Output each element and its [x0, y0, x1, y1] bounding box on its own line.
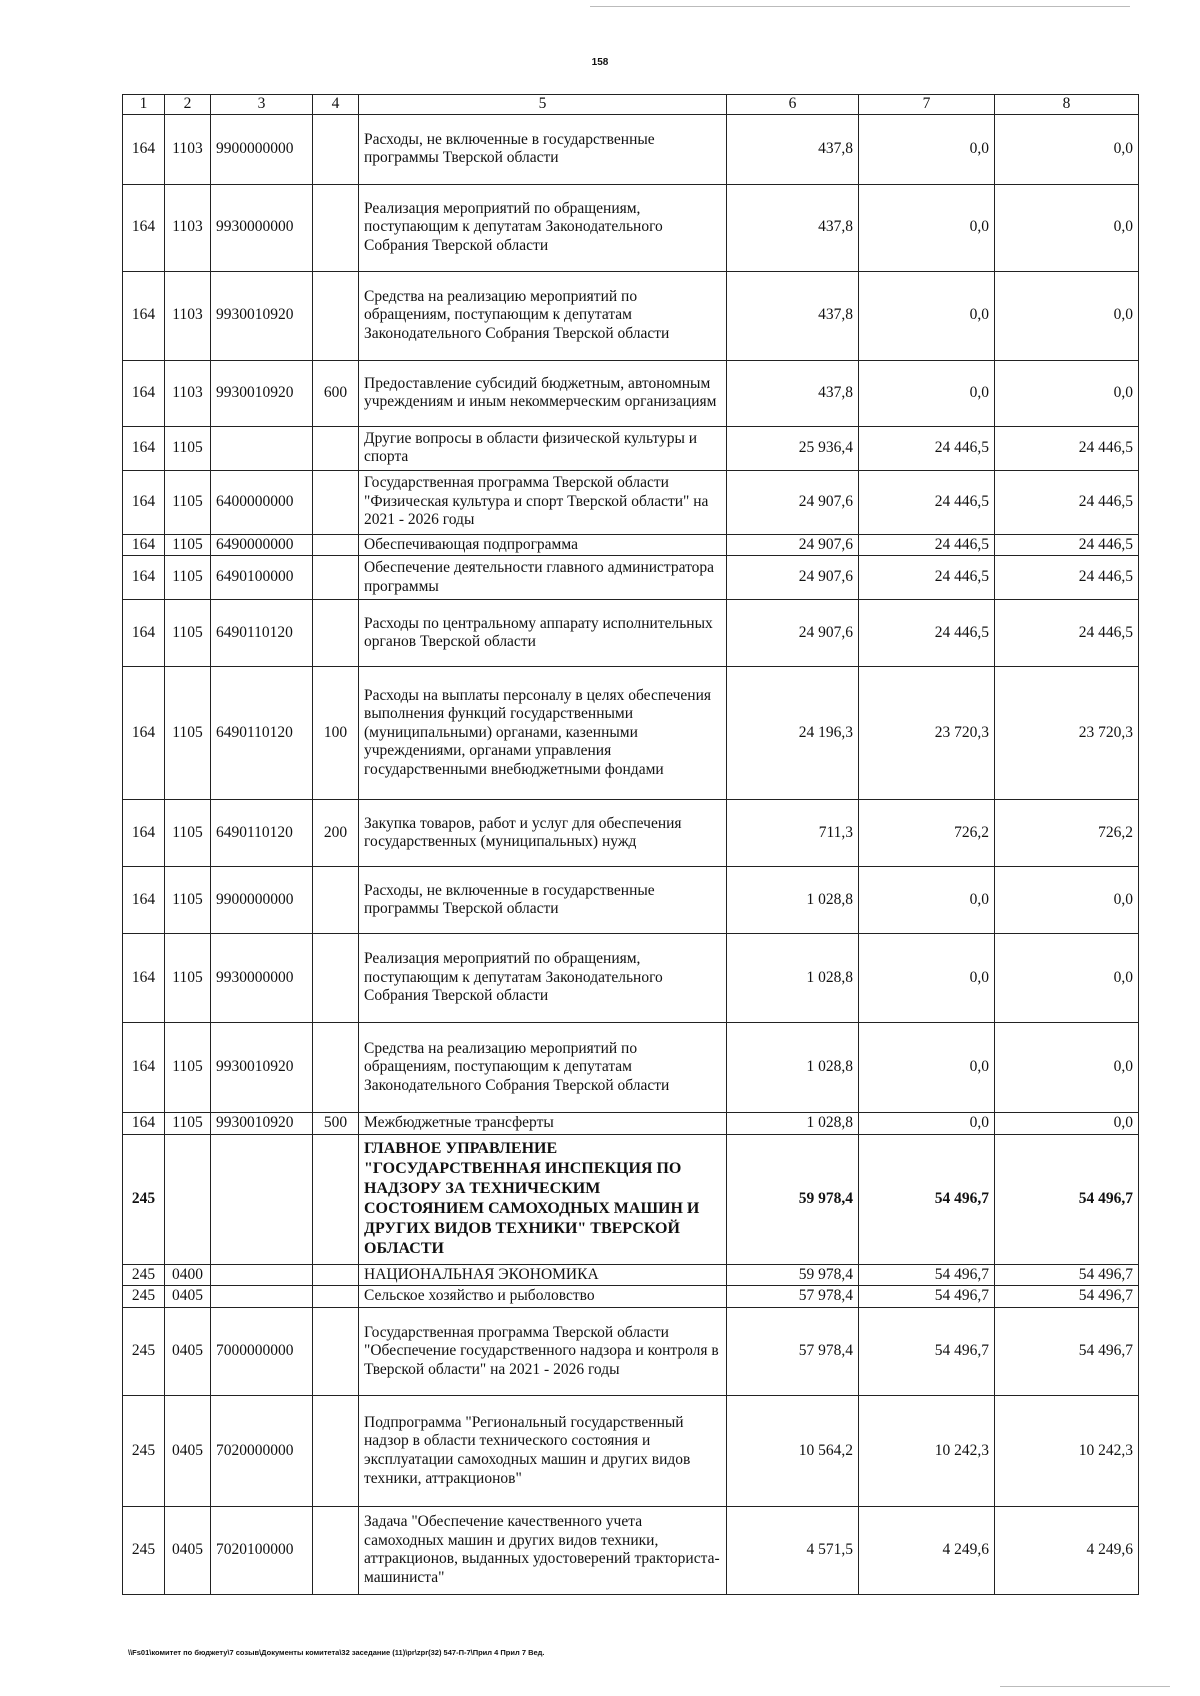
expense-type-cell: 100	[313, 667, 359, 800]
amount-col6-cell: 57 978,4	[727, 1286, 859, 1308]
table-row	[123, 934, 1139, 1023]
expense-type-cell	[313, 470, 359, 534]
amount-col8-cell: 0,0	[995, 114, 1139, 184]
section-code-cell: 1103	[165, 184, 211, 271]
table-row	[123, 1395, 1139, 1506]
section-code-cell: 1105	[165, 867, 211, 934]
table-row	[123, 1264, 1139, 1286]
admin-code-cell: 164	[123, 867, 165, 934]
section-code-cell: 0405	[165, 1506, 211, 1594]
item-name-cell: Расходы, не включенные в государственные программы Тверской области	[359, 867, 727, 934]
amount-col8-cell: 24 446,5	[995, 600, 1139, 667]
header-row	[123, 95, 1139, 115]
table-row	[123, 1307, 1139, 1395]
item-name-cell: Расходы, не включенные в государственные программы Тверской области	[359, 114, 727, 184]
item-name-cell: Подпрограмма "Региональный государственный надзор в области технического состояния и эксплуатации самоходных машин и других видов техники, аттракционов"	[359, 1395, 727, 1506]
column-header: 1	[123, 95, 165, 115]
amount-col8-cell: 0,0	[995, 867, 1139, 934]
amount-col6-cell: 24 907,6	[727, 534, 859, 556]
amount-col7-cell: 24 446,5	[859, 426, 995, 470]
amount-col7-cell: 24 446,5	[859, 534, 995, 556]
amount-col6-cell: 1 028,8	[727, 1113, 859, 1135]
item-name-cell: ГЛАВНОЕ УПРАВЛЕНИЕ "ГОСУДАРСТВЕННАЯ ИНСПЕКЦИЯ ПО НАДЗОРУ ЗА ТЕХНИЧЕСКИМ СОСТОЯНИЕМ САМОХОДНЫХ МАШИН И ДРУГИХ ВИДОВ ТЕХНИКИ" ТВЕРСКОЙ ОБЛАСТИ	[359, 1134, 727, 1264]
amount-col8-cell: 54 496,7	[995, 1264, 1139, 1286]
admin-code-cell: 164	[123, 534, 165, 556]
expense-type-cell	[313, 271, 359, 360]
amount-col6-cell: 437,8	[727, 184, 859, 271]
table-row	[123, 1506, 1139, 1594]
target-article-cell: 9930010920	[211, 271, 313, 360]
item-name-cell: Предоставление субсидий бюджетным, автономным учреждениям и иным некоммерческим организациям	[359, 360, 727, 426]
admin-code-cell: 164	[123, 1113, 165, 1135]
amount-col7-cell: 24 446,5	[859, 470, 995, 534]
item-name-cell: Государственная программа Тверской области "Физическая культура и спорт Тверской области" на 2021 - 2026 годы	[359, 470, 727, 534]
admin-code-cell: 164	[123, 934, 165, 1023]
amount-col6-cell: 437,8	[727, 271, 859, 360]
amount-col6-cell: 10 564,2	[727, 1395, 859, 1506]
amount-col8-cell: 54 496,7	[995, 1134, 1139, 1264]
expense-type-cell: 500	[313, 1113, 359, 1135]
admin-code-cell: 164	[123, 1023, 165, 1113]
section-code-cell: 1105	[165, 556, 211, 600]
amount-col8-cell: 23 720,3	[995, 667, 1139, 800]
amount-col8-cell: 0,0	[995, 1113, 1139, 1135]
expense-type-cell	[313, 1286, 359, 1308]
amount-col6-cell: 1 028,8	[727, 867, 859, 934]
section-code-cell: 1105	[165, 800, 211, 867]
page-number: 158	[591, 57, 609, 68]
section-code-cell	[165, 1134, 211, 1264]
amount-col8-cell: 54 496,7	[995, 1307, 1139, 1395]
column-header: 3	[211, 95, 313, 115]
table-row	[123, 360, 1139, 426]
section-code-cell: 1105	[165, 600, 211, 667]
amount-col7-cell: 0,0	[859, 184, 995, 271]
amount-col7-cell: 54 496,7	[859, 1134, 995, 1264]
budget-table	[122, 94, 1139, 1595]
target-article-cell: 6490100000	[211, 556, 313, 600]
item-name-cell: Обеспечивающая подпрограмма	[359, 534, 727, 556]
amount-col6-cell: 4 571,5	[727, 1506, 859, 1594]
table-row	[123, 426, 1139, 470]
target-article-cell: 9900000000	[211, 114, 313, 184]
amount-col7-cell: 24 446,5	[859, 600, 995, 667]
amount-col8-cell: 0,0	[995, 1023, 1139, 1113]
target-article-cell: 6490110120	[211, 600, 313, 667]
table-row	[123, 600, 1139, 667]
amount-col8-cell: 24 446,5	[995, 470, 1139, 534]
expense-type-cell	[313, 934, 359, 1023]
admin-code-cell: 164	[123, 360, 165, 426]
amount-col7-cell: 23 720,3	[859, 667, 995, 800]
amount-col6-cell: 711,3	[727, 800, 859, 867]
item-name-cell: Обеспечение деятельности главного администратора программы	[359, 556, 727, 600]
amount-col6-cell: 437,8	[727, 360, 859, 426]
column-header: 2	[165, 95, 211, 115]
amount-col7-cell: 0,0	[859, 1023, 995, 1113]
item-name-cell: Сельское хозяйство и рыболовство	[359, 1286, 727, 1308]
section-code-cell: 1103	[165, 114, 211, 184]
expense-type-cell: 600	[313, 360, 359, 426]
section-code-cell: 0405	[165, 1286, 211, 1308]
expense-type-cell	[313, 534, 359, 556]
amount-col6-cell: 59 978,4	[727, 1134, 859, 1264]
target-article-cell: 6400000000	[211, 470, 313, 534]
amount-col8-cell: 54 496,7	[995, 1286, 1139, 1308]
amount-col8-cell: 0,0	[995, 271, 1139, 360]
amount-col7-cell: 10 242,3	[859, 1395, 995, 1506]
admin-code-cell: 164	[123, 470, 165, 534]
table-row	[123, 800, 1139, 867]
admin-code-cell: 164	[123, 271, 165, 360]
item-name-cell: Задача "Обеспечение качественного учета самоходных машин и других видов техники, аттракционов, выданных удостоверений тракториста-машиниста"	[359, 1506, 727, 1594]
section-code-cell: 0400	[165, 1264, 211, 1286]
table-row	[123, 867, 1139, 934]
admin-code-cell: 164	[123, 114, 165, 184]
expense-type-cell	[313, 1395, 359, 1506]
item-name-cell: Реализация мероприятий по обращениям, поступающим к депутатам Законодательного Собрания Тверской области	[359, 184, 727, 271]
amount-col8-cell: 4 249,6	[995, 1506, 1139, 1594]
amount-col8-cell: 24 446,5	[995, 556, 1139, 600]
expense-type-cell	[313, 1264, 359, 1286]
table-row	[123, 470, 1139, 534]
item-name-cell: Средства на реализацию мероприятий по обращениям, поступающим к депутатам Законодательного Собрания Тверской области	[359, 271, 727, 360]
amount-col6-cell: 24 907,6	[727, 470, 859, 534]
amount-col6-cell: 1 028,8	[727, 1023, 859, 1113]
admin-code-cell: 164	[123, 800, 165, 867]
target-article-cell	[211, 1286, 313, 1308]
target-article-cell: 9930000000	[211, 934, 313, 1023]
amount-col6-cell: 25 936,4	[727, 426, 859, 470]
expense-type-cell	[313, 1134, 359, 1264]
item-name-cell: Межбюджетные трансферты	[359, 1113, 727, 1135]
admin-code-cell: 245	[123, 1264, 165, 1286]
target-article-cell: 9930010920	[211, 1113, 313, 1135]
section-code-cell: 0405	[165, 1395, 211, 1506]
amount-col7-cell: 0,0	[859, 1113, 995, 1135]
amount-col6-cell: 1 028,8	[727, 934, 859, 1023]
expense-type-cell	[313, 114, 359, 184]
target-article-cell	[211, 1134, 313, 1264]
target-article-cell: 7000000000	[211, 1307, 313, 1395]
amount-col8-cell: 726,2	[995, 800, 1139, 867]
expense-type-cell	[313, 600, 359, 667]
expense-type-cell	[313, 426, 359, 470]
expense-type-cell	[313, 184, 359, 271]
item-name-cell: Закупка товаров, работ и услуг для обеспечения государственных (муниципальных) нужд	[359, 800, 727, 867]
section-code-cell: 0405	[165, 1307, 211, 1395]
section-code-cell: 1105	[165, 534, 211, 556]
admin-code-cell: 245	[123, 1134, 165, 1264]
admin-code-cell: 164	[123, 426, 165, 470]
expense-type-cell	[313, 867, 359, 934]
table-row	[123, 1134, 1139, 1264]
table-row	[123, 1023, 1139, 1113]
amount-col7-cell: 0,0	[859, 867, 995, 934]
item-name-cell: Расходы на выплаты персоналу в целях обеспечения выполнения функций государственными (муниципальными) органами, казенными учреждениями, органами управления государственными внебюджетными фондами	[359, 667, 727, 800]
target-article-cell: 9930010920	[211, 1023, 313, 1113]
column-header: 8	[995, 95, 1139, 115]
amount-col7-cell: 4 249,6	[859, 1506, 995, 1594]
item-name-cell: Расходы по центральному аппарату исполнительных органов Тверской области	[359, 600, 727, 667]
table-row	[123, 534, 1139, 556]
amount-col7-cell: 0,0	[859, 934, 995, 1023]
target-article-cell: 9900000000	[211, 867, 313, 934]
table-row	[123, 667, 1139, 800]
column-header: 5	[359, 95, 727, 115]
expense-type-cell	[313, 556, 359, 600]
section-code-cell: 1105	[165, 1113, 211, 1135]
section-code-cell: 1105	[165, 426, 211, 470]
footer-file-path: \\Fs01\комитет по бюджету\7 созыв\Документы комитета\32 заседание (11)\pr\zpr(32) 547-П-7\Прил 4 Прил 7 Вед.	[128, 1648, 545, 1657]
expense-type-cell	[313, 1506, 359, 1594]
section-code-cell: 1105	[165, 934, 211, 1023]
amount-col6-cell: 24 907,6	[727, 600, 859, 667]
amount-col7-cell: 0,0	[859, 114, 995, 184]
target-article-cell	[211, 426, 313, 470]
section-code-cell: 1103	[165, 271, 211, 360]
item-name-cell: НАЦИОНАЛЬНАЯ ЭКОНОМИКА	[359, 1264, 727, 1286]
amount-col6-cell: 24 907,6	[727, 556, 859, 600]
item-name-cell: Государственная программа Тверской области "Обеспечение государственного надзора и контроля в Тверской области" на 2021 - 2026 годы	[359, 1307, 727, 1395]
amount-col7-cell: 24 446,5	[859, 556, 995, 600]
item-name-cell: Другие вопросы в области физической культуры и спорта	[359, 426, 727, 470]
table-row	[123, 184, 1139, 271]
amount-col7-cell: 54 496,7	[859, 1264, 995, 1286]
target-article-cell: 6490000000	[211, 534, 313, 556]
amount-col6-cell: 59 978,4	[727, 1264, 859, 1286]
item-name-cell: Средства на реализацию мероприятий по обращениям, поступающим к депутатам Законодательного Собрания Тверской области	[359, 1023, 727, 1113]
table-row	[123, 556, 1139, 600]
amount-col8-cell: 0,0	[995, 934, 1139, 1023]
expense-type-cell	[313, 1307, 359, 1395]
amount-col8-cell: 24 446,5	[995, 534, 1139, 556]
column-header: 7	[859, 95, 995, 115]
section-code-cell: 1105	[165, 470, 211, 534]
amount-col6-cell: 437,8	[727, 114, 859, 184]
amount-col7-cell: 726,2	[859, 800, 995, 867]
table-row	[123, 1286, 1139, 1308]
expense-type-cell	[313, 1023, 359, 1113]
admin-code-cell: 245	[123, 1395, 165, 1506]
amount-col7-cell: 0,0	[859, 360, 995, 426]
admin-code-cell: 164	[123, 184, 165, 271]
admin-code-cell: 164	[123, 667, 165, 800]
amount-col8-cell: 10 242,3	[995, 1395, 1139, 1506]
admin-code-cell: 245	[123, 1286, 165, 1308]
amount-col8-cell: 0,0	[995, 184, 1139, 271]
amount-col7-cell: 54 496,7	[859, 1307, 995, 1395]
target-article-cell: 6490110120	[211, 800, 313, 867]
amount-col6-cell: 24 196,3	[727, 667, 859, 800]
amount-col8-cell: 0,0	[995, 360, 1139, 426]
table-row	[123, 271, 1139, 360]
item-name-cell: Реализация мероприятий по обращениям, поступающим к депутатам Законодательного Собрания Тверской области	[359, 934, 727, 1023]
amount-col7-cell: 54 496,7	[859, 1286, 995, 1308]
section-code-cell: 1105	[165, 1023, 211, 1113]
target-article-cell: 9930010920	[211, 360, 313, 426]
column-header: 6	[727, 95, 859, 115]
amount-col7-cell: 0,0	[859, 271, 995, 360]
admin-code-cell: 164	[123, 600, 165, 667]
section-code-cell: 1105	[165, 667, 211, 800]
target-article-cell: 9930000000	[211, 184, 313, 271]
expense-type-cell: 200	[313, 800, 359, 867]
amount-col8-cell: 24 446,5	[995, 426, 1139, 470]
table-row	[123, 114, 1139, 184]
admin-code-cell: 245	[123, 1307, 165, 1395]
target-article-cell	[211, 1264, 313, 1286]
amount-col6-cell: 57 978,4	[727, 1307, 859, 1395]
target-article-cell: 7020000000	[211, 1395, 313, 1506]
target-article-cell: 7020100000	[211, 1506, 313, 1594]
admin-code-cell: 164	[123, 556, 165, 600]
target-article-cell: 6490110120	[211, 667, 313, 800]
admin-code-cell: 245	[123, 1506, 165, 1594]
column-header: 4	[313, 95, 359, 115]
section-code-cell: 1103	[165, 360, 211, 426]
table-row	[123, 1113, 1139, 1135]
